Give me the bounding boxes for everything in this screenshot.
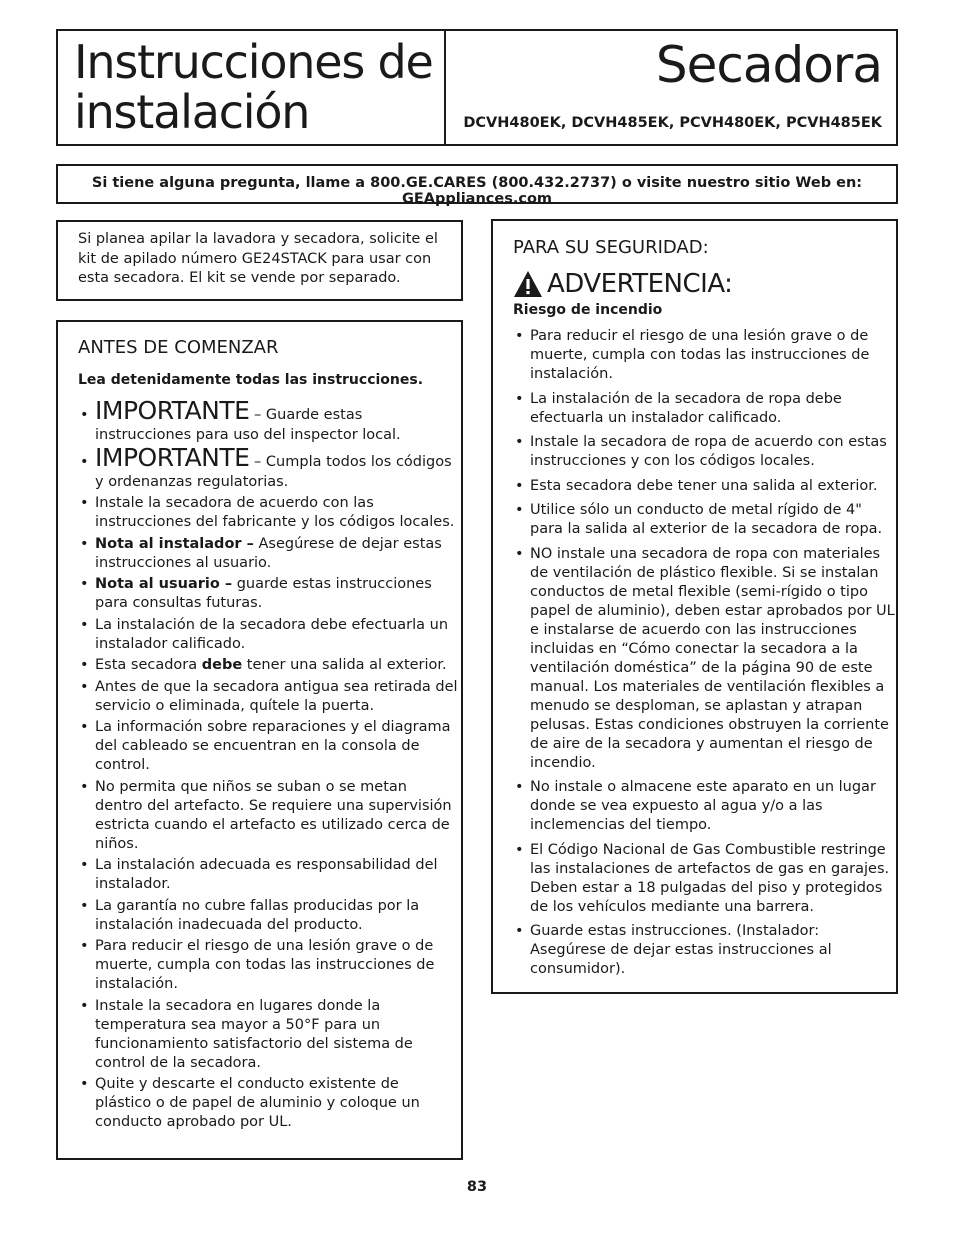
emphasis-text: debe — [201, 657, 243, 673]
list-item: • Quite y descarte el conducto existente de plástico o de papel de aluminio y coloque un conducto aprobado por UL. — [78, 1075, 458, 1132]
important-label: IMPORTANTE — [95, 442, 250, 472]
contact-text: Si tiene alguna pregunta, llame a 800.GE.CARES (800.432.2737) o visite nuestro sitio Web en: GEAppliances.com — [91, 175, 863, 207]
list-item: • La garantía no cubre fallas producidas por la instalación inadecuada del producto. — [78, 897, 458, 935]
list-item: • La instalación de la secadora debe efectuarla un instalador calificado. — [78, 616, 458, 654]
section-heading: PARA SU SEGURIDAD: — [513, 237, 709, 258]
section-heading: ANTES DE COMENZAR — [78, 337, 279, 358]
installer-note-label: Nota al instalador – — [95, 535, 254, 552]
list-item: • Para reducir el riesgo de una lesión grave o de muerte, cumpla con todas las instrucciones de instalación. — [513, 327, 895, 384]
list-item-text: Esta secadora — [95, 657, 202, 673]
list-item: • No instale o almacene este aparato en un lugar donde se vea expuesto al agua y/o a las inclemencias del tiempo. — [513, 778, 895, 835]
list-item — [78, 442, 458, 492]
warning-title: ADVERTENCIA: — [547, 269, 733, 299]
model-numbers: DCVH480EK, DCVH485EK, PCVH480EK, PCVH485EK — [463, 115, 882, 131]
stack-kit-note — [56, 220, 463, 301]
list-item: • Instale la secadora en lugares donde la temperatura sea mayor a 50°F para un funcionamiento satisfactorio del sistema de control de la secadora. — [78, 997, 458, 1073]
page-number: 83 — [466, 1179, 488, 1195]
list-item-text: – Guarde estas instrucciones para uso del inspector local. — [95, 407, 401, 443]
list-item: • No permita que niños se suban o se metan dentro del artefacto. Se requiere una supervisión estricta cuando el artefacto es utilizado cerca de niños. — [78, 778, 458, 854]
list-item — [78, 575, 458, 613]
list-item: • Instale la secadora de ropa de acuerdo con estas instrucciones y con los códigos locales. — [513, 433, 895, 471]
list-item: • La instalación de la secadora de ropa debe efectuarla un instalador calificado. — [513, 390, 895, 428]
list-item: • La instalación adecuada es responsabilidad del instalador. — [78, 856, 458, 894]
contact-bar — [56, 164, 898, 207]
stack-kit-text: Si planea apilar la lavadora y secadora, solicite el kit de apilado número GE24STACK para usar con esta secadora. El kit se vende por separado. — [78, 231, 438, 286]
warning-triangle-icon — [513, 270, 543, 298]
list-item: • El Código Nacional de Gas Combustible restringe las instalaciones de artefactos de gas en garajes. Deben estar a 18 pulgadas del piso y protegidos de los vehículos mediante una barrera. — [513, 841, 895, 917]
list-item: • Instale la secadora de acuerdo con las instrucciones del fabricante y los códigos locales. — [78, 494, 458, 532]
list-item: • NO instale una secadora de ropa con materiales de ventilación de plástico flexible. Si se instalan conductos de metal flexible (semi-rígido o tipo papel de aluminio), deben estar aprobados por UL e instalarse de acuerdo con las instrucciones incluidas en “Cómo conectar la secadora a la ventilación doméstica” de la página 90 de este manual. Los materiales de ventilación flexibles a menudo se desploman, se aplastan y atrapan pelusas. Estas condiciones obstruyen la corriente de aire de la secadora y aumentan el riesgo de incendio. — [513, 545, 895, 773]
before-you-begin-section — [56, 320, 463, 1160]
safety-list — [513, 327, 895, 985]
list-item-text: tener una salida al exterior. — [242, 657, 447, 673]
list-item-text: Asegúrese de dejar estas instrucciones al usuario. — [95, 535, 442, 571]
header-divider — [444, 31, 446, 144]
list-item-text: – Cumpla todos los códigos y ordenanzas regulatorias. — [95, 453, 452, 490]
warning-header — [513, 267, 732, 301]
list-item: • Para reducir el riesgo de una lesión grave o de muerte, cumpla con todas las instrucciones de instalación. — [78, 937, 458, 994]
document-type-title: Instrucciones de instalación — [74, 35, 433, 139]
safety-section — [491, 219, 898, 994]
list-item: • Utilice sólo un conducto de metal rígido de 4" para la salida al exterior de la secadora de ropa. — [513, 501, 895, 539]
list-item: • Esta secadora debe tener una salida al exterior. — [513, 477, 895, 496]
user-note-label: Nota al usuario – — [95, 576, 233, 592]
risk-label: Riesgo de incendio — [513, 302, 663, 318]
product-title: Secadora — [655, 36, 882, 94]
list-item — [78, 656, 458, 675]
list-item: • Antes de que la secadora antigua sea retirada del servicio o eliminada, quítele la puerta. — [78, 678, 458, 716]
section-lead: Lea detenidamente todas las instrucciones. — [78, 372, 424, 388]
list-item — [78, 396, 458, 445]
list-item-text: guarde estas instrucciones para consultas futuras. — [95, 576, 432, 611]
instructions-list — [78, 396, 458, 1135]
list-item: • Guarde estas instrucciones. (Instalador: Asegúrese de dejar estas instrucciones al consumidor). — [513, 922, 895, 979]
list-item: • La información sobre reparaciones y el diagrama del cableado se encuentran en la consola de control. — [78, 718, 458, 775]
important-label: IMPORTANTE — [95, 396, 250, 425]
header-box — [56, 29, 898, 146]
list-item — [78, 535, 458, 573]
